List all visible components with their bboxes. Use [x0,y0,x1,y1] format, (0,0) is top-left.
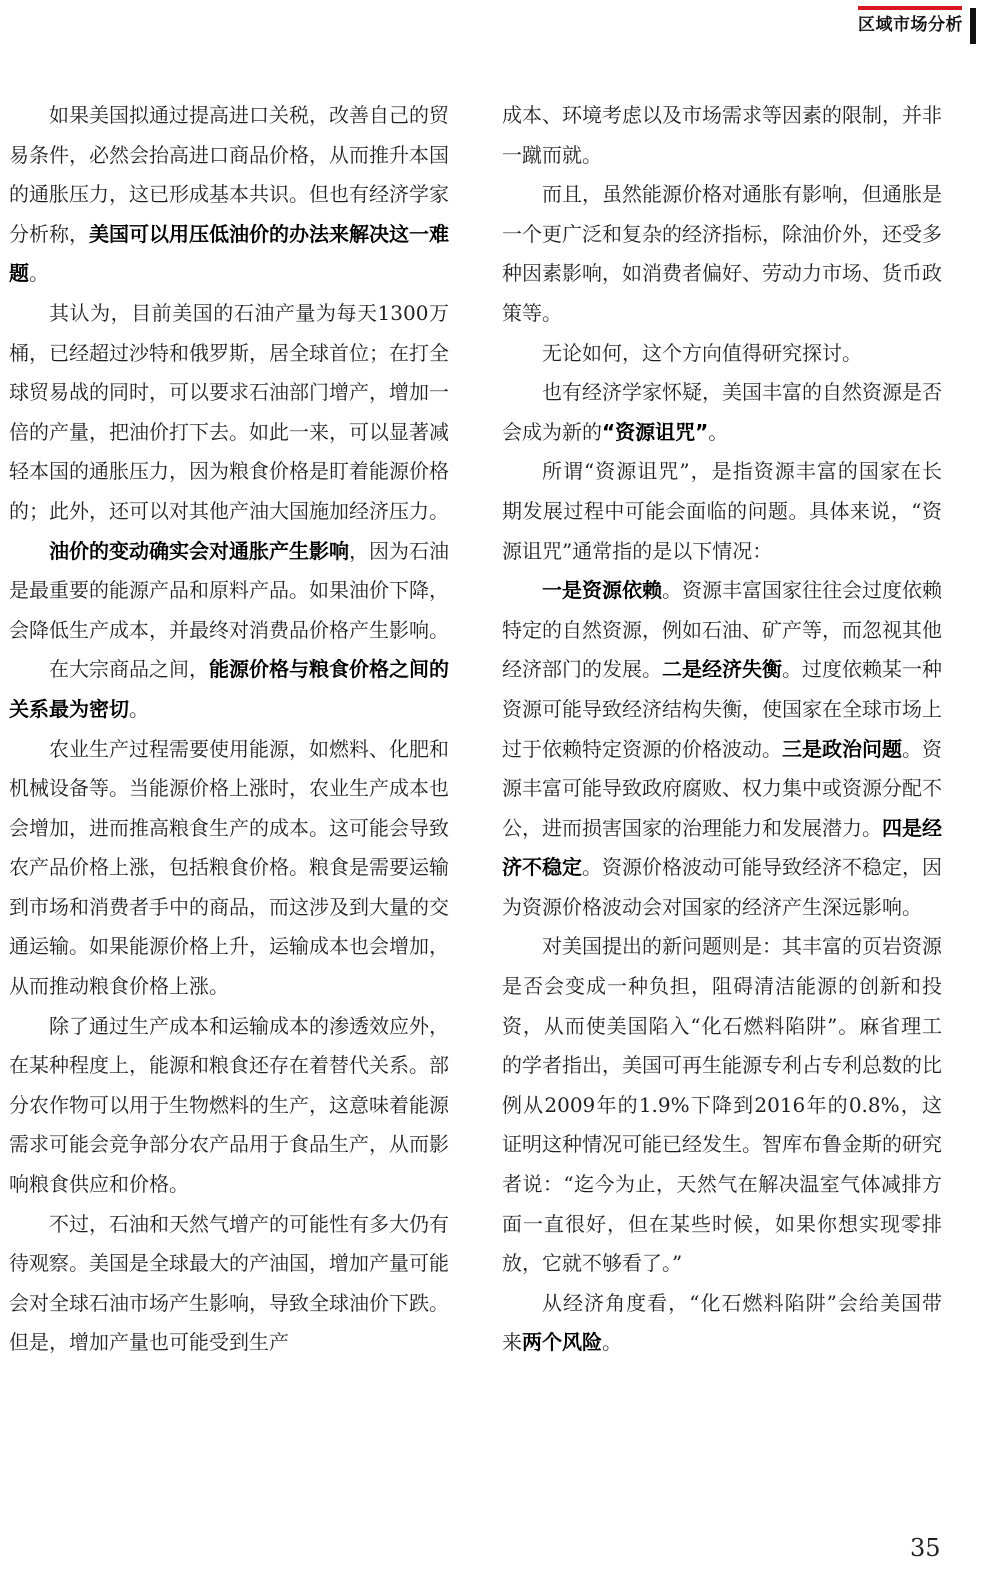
highlight-text: 能源价格与粮食价格之间的关系最为密切 [9,657,449,721]
page-header [0,0,1000,50]
paragraph: 对美国提出的新问题则是：其丰富的页岩资源是否会变成一种负担，阻碍清洁能源的创新和投资，从而使美国陷入“化石燃料陷阱”。麻省理工的学者指出，美国可再生能源专利占专利总数的比例从2009年的1.9%下降到2016年的0.8%，这证明这种情况可能已经发生。智库布鲁金斯的研究者说：“迄今为止，天然气在解决温室气体减排方面一直很好，但在某些时候，如果你想实现零排放，它就不够看了。” [502,934,942,1276]
highlight-text: 一是资源依赖 [542,578,662,603]
header-side-bar [970,8,976,44]
paragraph: 农业生产过程需要使用能源，如燃料、化肥和机械设备等。当能源价格上涨时，农业生产成本也会增加，进而推高粮食生产的成本。这可能会导致农产品价格上涨，包括粮食价格。粮食是需要运输到市场和消费者手中的商品，而这涉及到大量的交通运输。如果能源价格上升，运输成本也会增加，从而推动粮食价格上涨。 [9,736,449,999]
paragraph: 也有经济学家怀疑，美国丰富的自然资源是否会成为新的“资源诅咒”。 [502,380,942,444]
highlight-text: 三是政治问题 [782,736,902,761]
paragraph-continuation: 成本、环境考虑以及市场需求等因素的限制，并非一蹴而就。 [502,103,942,167]
paragraph: 而且，虽然能源价格对通胀有影响，但通胀是一个更广泛和复杂的经济指标，除油价外，还受多种因素影响，如消费者偏好、劳动力市场、货币政策等。 [502,182,942,325]
paragraph: 从经济角度看，“化石燃料陷阱”会给美国带来两个风险。 [502,1290,942,1355]
paragraph: 无论如何，这个方向值得研究探讨。 [542,340,862,365]
highlight-text: “资源诅咒” [602,419,709,444]
paragraph: 所谓“资源诅咒”，是指资源丰富的国家在长期发展过程中可能会面临的问题。具体来说，“资源诅咒”通常指的是以下情况： [502,459,942,563]
paragraph: 在大宗商品之间，能源价格与粮食价格之间的关系最为密切。 [9,657,449,721]
section-title: 区域市场分析 [858,15,963,35]
highlight-text: 二是经济失衡 [662,657,782,682]
highlight-text: 油价的变动确实会对通胀产生影响 [49,538,349,563]
paragraph: 不过，石油和天然气增产的可能性有多大仍有待观察。美国是全球最大的产油国，增加产量可能会对全球石油市场产生影响，导致全球油价下跌。但是，增加产量也可能受到生产 [9,1211,449,1355]
paragraph: 除了通过生产成本和运输成本的渗透效应外，在某种程度上，能源和粮食还存在着替代关系。部分农作物可以用于生物燃料的生产，这意味着能源需求可能会竞争部分农产品用于食品生产，从而影响粮食供应和价格。 [9,1013,449,1197]
paragraph: 油价的变动确实会对通胀产生影响，因为石油是最重要的能源产品和原料产品。如果油价下降，会降低生产成本，并最终对消费品价格产生影响。 [9,538,449,642]
highlight-text: 美国可以用压低油价的办法来解决这一难题 [9,221,449,286]
highlight-text: 四是经济不稳定 [502,815,942,880]
left-column [9,96,449,1363]
paragraph: 如果美国拟通过提高进口关税，改善自己的贸易条件，必然会抬高进口商品价格，从而推升本国的通胀压力，这已形成基本共识。但也有经济学家分析称，美国可以用压低油价的办法来解决这一难题。 [9,103,449,286]
paragraph: 一是资源依赖。资源丰富国家往往会过度依赖特定的自然资源，例如石油、矿产等，而忽视其他经济部门的发展。二是经济失衡。过度依赖某一种资源可能导致经济结构失衡，使国家在全球市场上过于依赖特定资源的价格波动。三是政治问题。资源丰富可能导致政府腐败、权力集中或资源分配不公，进而损害国家的治理能力和发展潜力。四是经济不稳定。资源价格波动可能导致经济不稳定，因为资源价格波动会对国家的经济产生深远影响。 [502,578,942,919]
right-column [502,96,942,1363]
paragraph: 其认为，目前美国的石油产量为每天1300万桶，已经超过沙特和俄罗斯，居全球首位；在打全球贸易战的同时，可以要求石油部门增产，增加一倍的产量，把油价打下去。如此一来，可以显著减轻本国的通胀压力，因为粮食价格是盯着能源价格的；此外，还可以对其他产油大国施加经济压力。 [9,300,449,523]
page-number: 35 [910,1534,941,1562]
highlight-text: 两个风险 [522,1330,602,1355]
